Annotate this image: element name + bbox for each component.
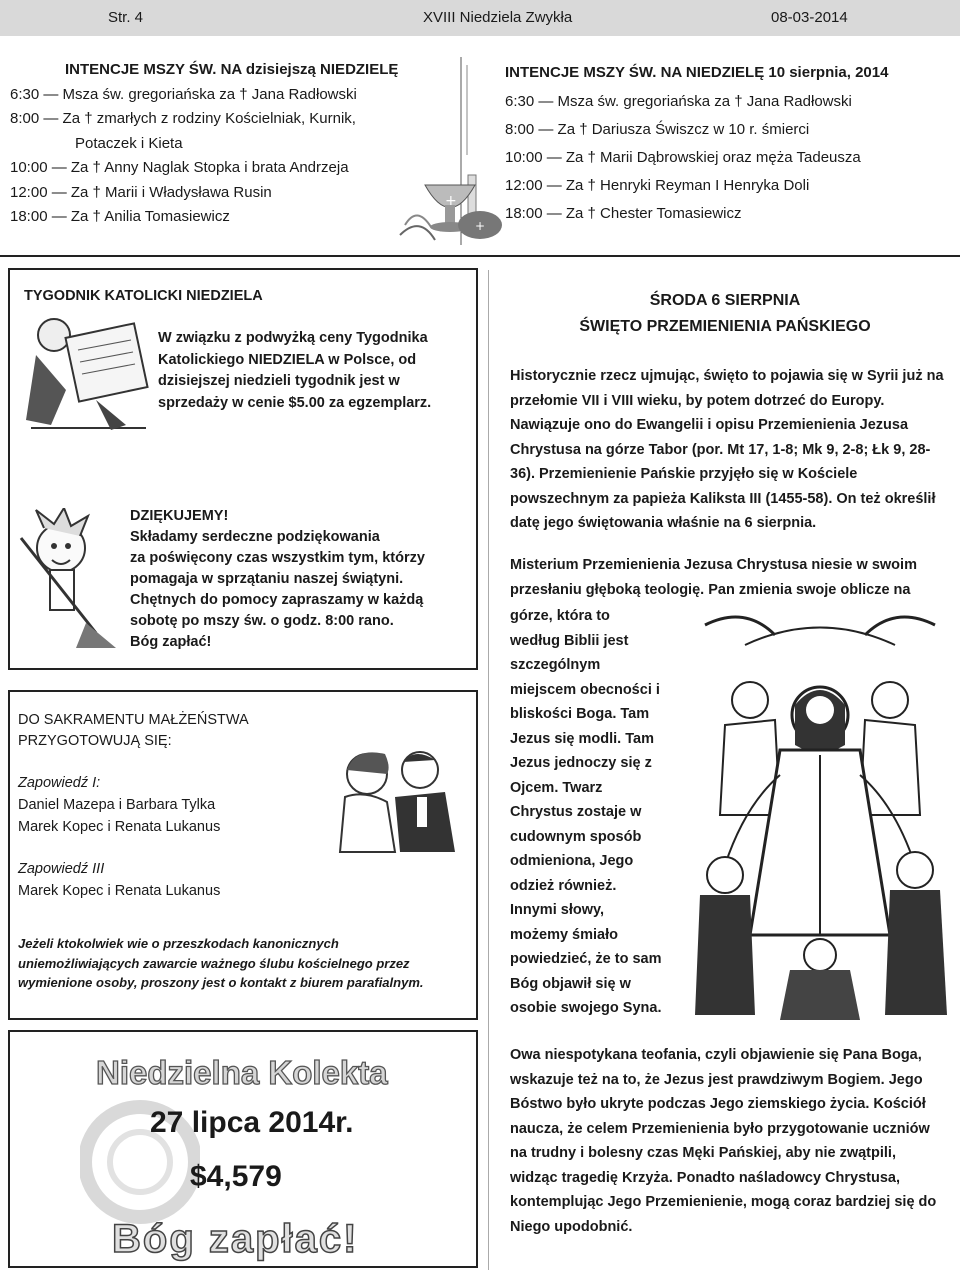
narrow-line: według Biblii jest [510,632,629,649]
narrow-line: powiedzieć, że to sam [510,951,662,967]
thanks-line: sobotę po mszy św. o godz. 8:00 rano. [130,613,394,629]
intention-line: 6:30 — Msza św. gregoriańska za † Jana Radłowski [10,85,357,103]
intention-line: Potaczek i Kieta [75,134,183,152]
intention-line: 6:30 — Msza św. gregoriańska za † Jana Radłowski [505,93,852,110]
marriage-note: Jeżeli ktokolwiek wie o przeszkodach kanonicznych uniemożliwiających zawarcie ważnego ślubu kościelnego przez wymienione osoby, proszony jest o kontakt z biurem parafialnym. [18,936,424,990]
tygodnik-text: W związku z podwyżką ceny Tygodnika Katolickiego NIEDZIELA w Polsce, od dzisiejszej niedzieli tygodnik jest w sprzedaży w cenie $5.00 za egzemplarz. [158,330,432,411]
banns-couple: Marek Kopec i Renata Lukanus [18,819,221,835]
feast-title-line: ŚRODA 6 SIERPNIA [649,292,801,309]
tygodnik-title: TYGODNIK KATOLICKI NIEDZIELA [24,288,263,304]
feast-title-line: ŚWIĘTO PRZEMIENIENIA PAŃSKIEGO [579,318,871,335]
narrow-line: Bóg objawił się w [510,975,631,992]
intention-line: 12:00 — Za † Henryki Reyman I Henryka Doli [505,177,810,194]
svg-text:+: + [445,193,457,209]
banns3-label: Zapowiedź III [18,861,105,877]
thanks-line: pomagaja w sprzątaniu naszej świątyni. [130,571,404,587]
thanks-line: za poświęcony czas wszystkim tym, którzy [130,550,425,566]
feast-paragraph-3: Owa niespotykana teofania, czyli objawienie się Pana Boga, wskazuje też na to, że Jezus jest prawdziwym Bogiem. Jego Bóstwo było ukryte podczas Jego ziemskiego życia. Kościół naucza, że celem Przemienienia było przygotowanie uczniów na trudny i bolesny czas Męki Pańskiej, aby nie zwątpili, widząc tragedię Krzyża. Ponadto naśladowcy Chrystusa, kontemplując Jego Przemienienie, mogą coraz bardziej się do Niego upodobnić. [510,1047,937,1235]
narrow-line: Jezus się modli. Tam [510,730,654,747]
banns-couple: Daniel Mazepa i Barbara Tylka [18,797,216,813]
svg-text:+: + [475,219,486,233]
banns1-label: Zapowiedź I: [18,775,101,791]
collection-title: Niedzielna Kolekta [96,1054,388,1091]
feast-paragraph-2-intro: Misterium Przemienienia Jezusa Chrystusa niesie w swoim przesłaniu głęboką teologię. Pan zmienia swoje oblicze na [510,557,917,598]
narrow-line: osobie swojego Syna. [510,1000,662,1016]
marriage-title-line: DO SAKRAMENTU MAŁŻEŃSTWA [18,712,249,728]
intention-line: 8:00 — Za † zmarłych z rodziny Kościelniak, Kurnik, [10,110,356,127]
narrow-line: miejscem obecności i [510,681,660,698]
intention-line: 10:00 — Za † Marii Dąbrowskiej oraz męża Tadeusza [505,149,861,166]
intentions-today-title: INTENCJE MSZY ŚW. NA dzisiejszą NIEDZIELĘ [65,61,399,78]
feast-paragraph-1: Historycznie rzecz ujmując, święto to pojawia się w Syrii już na przełomie VII i VIII wieku, by potem dotrzeć do Europy. Nawiązuje ono do Ewangelii i opisu Przemienienia Jezusa Chrystusa na górze Tabor (por. Mt 17, 1-8; Mk 9, 2-8; Łk 9, 28-36). Przemienienie Pańskie przyjęło się w Kościele powszechnym za papieża Kaliksta III (1455-58). On też określił datę jego świętowania właśnie na 6 sierpnia. [510,368,944,531]
banns-list [18,772,220,902]
feast-title [505,288,945,340]
issue-date: 08-03-2014 [771,9,848,26]
marriage-title [18,710,249,752]
thanks-line: Chętnych do pomocy zapraszamy w każdą [130,592,424,608]
banns-couple: Marek Kopec i Renata Lukanus [18,883,221,899]
collection-thanks: Bóg zapłać! [112,1217,359,1261]
intention-line: 18:00 — Za † Anilia Tomasiewicz [10,208,230,225]
intentions-today [10,58,420,230]
narrow-line: odzież również. [510,877,617,894]
intention-line: 18:00 — Za † Chester Tomasiewicz [505,205,742,222]
collection-box [8,1030,478,1268]
issue-title: XVIII Niedziela Zwykła [423,9,573,26]
parish-notices-box [8,268,478,670]
narrow-line: cudownym sposób [510,828,642,845]
header-bar [0,0,960,36]
chalice-decoration [395,55,510,250]
intention-line: 8:00 — Za † Dariusza Świszcz w 10 r. śmierci [505,121,810,138]
narrow-line: możemy śmiało [510,926,618,943]
feast-paragraph-2-narrow [510,604,685,1021]
thanks-line: Bóg zapłać! [130,634,212,650]
intention-line: 10:00 — Za † Anny Naglak Stopka i brata Andrzeja [10,159,349,176]
page-number: Str. 4 [108,9,144,26]
thanks-title: DZIĘKUJEMY! [130,508,229,524]
collection-date: 27 lipca 2014r. [150,1106,354,1139]
marriage-box [8,690,478,1020]
wedding-couple-illustration [325,742,465,857]
narrow-line: Jezus jednoczy się z [510,755,652,771]
column-rule [488,270,490,1270]
thanks-block [130,506,470,653]
collection-amount: $4,579 [190,1160,282,1193]
intentions-next [505,58,955,228]
narrow-line: Ojcem. Twarz [510,779,603,796]
marriage-title-line: PRZYGOTOWUJĄ SIĘ: [18,733,172,749]
intentions-next-title: INTENCJE MSZY ŚW. NA NIEDZIELĘ 10 sierpnia, 2014 [505,64,889,81]
narrow-line: bliskości Boga. Tam [510,706,650,722]
section-divider [0,255,960,257]
narrow-line: Chrystus zostaje w [510,804,642,820]
thanks-line: Składamy serdeczne podziękowania [130,529,380,545]
transfiguration-illustration [685,605,955,1030]
intention-line: 12:00 — Za † Marii i Władysława Rusin [10,183,272,201]
narrow-line: górze, która to [510,608,610,624]
narrow-line: szczególnym [510,657,601,673]
narrow-line: Innymi słowy, [510,902,605,918]
cleaning-boy-illustration [16,508,126,653]
narrow-line: odmieniona, Jego [510,853,634,869]
newspaper-reader-illustration [16,310,151,440]
